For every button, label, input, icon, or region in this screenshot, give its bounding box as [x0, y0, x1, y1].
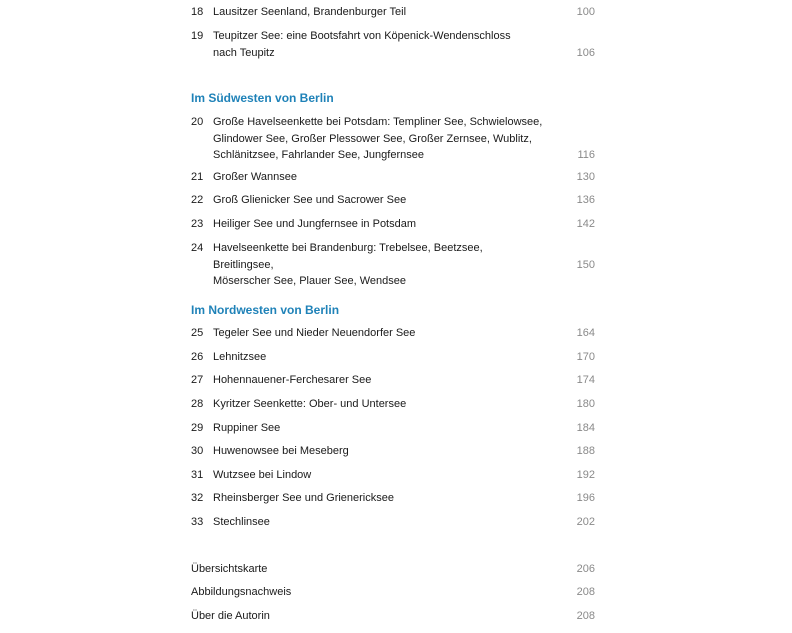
entry-title: [213, 349, 543, 366]
entry-title: [191, 561, 551, 578]
entry-page-number: 170: [576, 351, 595, 363]
entry-title-line: Rheinsberger See und Grienericksee: [213, 492, 394, 504]
toc-entry[interactable]: [191, 192, 595, 209]
toc-entry[interactable]: [191, 325, 595, 342]
entry-title-line: Stechlinsee: [213, 516, 270, 528]
entry-title: [191, 608, 551, 625]
entry-title-line: Teupitzer See: eine Bootsfahrt von Köpenick-Wendenschloss: [213, 30, 511, 42]
toc-entry[interactable]: [191, 240, 595, 287]
entry-number: 20: [191, 116, 204, 128]
entry-number: 22: [191, 194, 204, 206]
entry-page-number: 192: [576, 469, 595, 481]
entry-number: 25: [191, 327, 204, 339]
entry-title-line: Heiliger See und Jungfernsee in Potsdam: [213, 218, 417, 230]
entry-title: [213, 114, 543, 164]
entry-title-line: Über die Autorin: [191, 610, 270, 622]
entry-title: [213, 443, 543, 460]
toc-entry[interactable]: [191, 28, 595, 61]
toc-entry[interactable]: [191, 216, 595, 233]
entry-number: 32: [191, 492, 204, 504]
entry-number: 31: [191, 469, 204, 481]
entry-title-line: Ruppiner See: [213, 422, 281, 434]
entry-number: 18: [191, 6, 204, 18]
entry-number: 19: [191, 30, 204, 42]
entry-page-number: 142: [576, 218, 595, 230]
entry-title-line: Hohennauener-Ferchesarer See: [213, 374, 372, 386]
entry-title: [213, 192, 543, 209]
section-heading: Im Nordwesten von Berlin: [191, 303, 340, 317]
entry-title-line: Groß Glienicker See und Sacrower See: [213, 194, 407, 206]
entry-title: [213, 4, 543, 21]
toc-entry[interactable]: [191, 169, 595, 186]
entry-number: 30: [191, 445, 204, 457]
entry-number: 26: [191, 351, 204, 363]
toc-entry[interactable]: [191, 490, 595, 507]
entry-title: [213, 169, 543, 186]
entry-page-number: 184: [576, 422, 595, 434]
toc-entry[interactable]: [191, 349, 595, 366]
entry-title: [213, 216, 543, 233]
toc-entry[interactable]: [191, 514, 595, 531]
entry-title: [213, 240, 543, 290]
entry-page-number: 174: [576, 374, 595, 386]
entry-title: [213, 490, 543, 507]
entry-page-number: 180: [576, 398, 595, 410]
entry-title-line: Abbildungsnachweis: [191, 586, 292, 598]
toc-entry[interactable]: [191, 4, 595, 21]
entry-page-number: 106: [576, 46, 595, 59]
entry-title-line: Tegeler See und Nieder Neuendorfer See: [213, 327, 416, 339]
entry-title-line: Lehnitzsee: [213, 351, 267, 363]
entry-title-line: Huwenowsee bei Meseberg: [213, 445, 349, 457]
entry-page-number: 130: [576, 171, 595, 183]
toc-entry[interactable]: [191, 443, 595, 460]
entry-number: 27: [191, 374, 204, 386]
entry-number: 23: [191, 218, 204, 230]
entry-title: [213, 396, 543, 413]
entry-page-number: 202: [576, 516, 595, 528]
toc-entry[interactable]: [191, 467, 595, 484]
entry-page-number: 164: [576, 327, 595, 339]
entry-title: [213, 325, 543, 342]
entry-title-line: nach Teupitz: [213, 46, 275, 59]
toc-entry[interactable]: [191, 396, 595, 413]
entry-number: 24: [191, 242, 204, 254]
toc-entry[interactable]: [191, 372, 595, 389]
entry-title-line: Glindower See, Großer Plessower See, Großer Zernsee, Wublitz,: [213, 132, 532, 145]
entry-number: 28: [191, 398, 204, 410]
entry-page-number: 100: [576, 6, 595, 18]
entry-page-number: 196: [576, 492, 595, 504]
entry-title-line: Schlänitzsee, Fahrlander See, Jungfernsee: [213, 149, 424, 161]
entry-title-line: Möserscher See, Plauer See, Wendsee: [213, 275, 407, 287]
entry-page-number: 150: [576, 258, 595, 271]
entry-title: [213, 514, 543, 531]
entry-page-number: 188: [576, 445, 595, 457]
entry-title-line: Großer Wannsee: [213, 171, 297, 183]
entry-title-line: Kyritzer Seenkette: Ober- und Untersee: [213, 398, 407, 410]
section-heading: Im Südwesten von Berlin: [191, 91, 334, 105]
entry-page-number: 116: [577, 149, 595, 161]
entry-title-line: Lausitzer Seenland, Brandenburger Teil: [213, 6, 407, 18]
appendix-entry[interactable]: [191, 584, 595, 601]
entry-number: 33: [191, 516, 204, 528]
toc-entry[interactable]: [191, 114, 595, 164]
entry-number: 29: [191, 422, 204, 434]
entry-title-line: Havelseenkette bei Brandenburg: Trebelsee, Beetzsee, Breitlingsee,: [213, 242, 483, 271]
appendix-entry[interactable]: [191, 561, 595, 578]
entry-page-number: 136: [576, 194, 595, 206]
entry-title-line: Übersichtskarte: [191, 563, 268, 575]
entry-page-number: 206: [576, 563, 595, 575]
entry-title-line: Wutzsee bei Lindow: [213, 469, 312, 481]
entry-title: [213, 28, 543, 61]
entry-title: [213, 467, 543, 484]
entry-title: [213, 372, 543, 389]
entry-page-number: 208: [576, 610, 595, 622]
entry-title: [213, 420, 543, 437]
entry-number: 21: [191, 171, 204, 183]
toc-entry[interactable]: [191, 420, 595, 437]
entry-title-line: Große Havelseenkette bei Potsdam: Templiner See, Schwielowsee,: [213, 116, 543, 128]
entry-title: [191, 584, 551, 601]
entry-page-number: 208: [576, 586, 595, 598]
appendix-entry[interactable]: [191, 608, 595, 625]
